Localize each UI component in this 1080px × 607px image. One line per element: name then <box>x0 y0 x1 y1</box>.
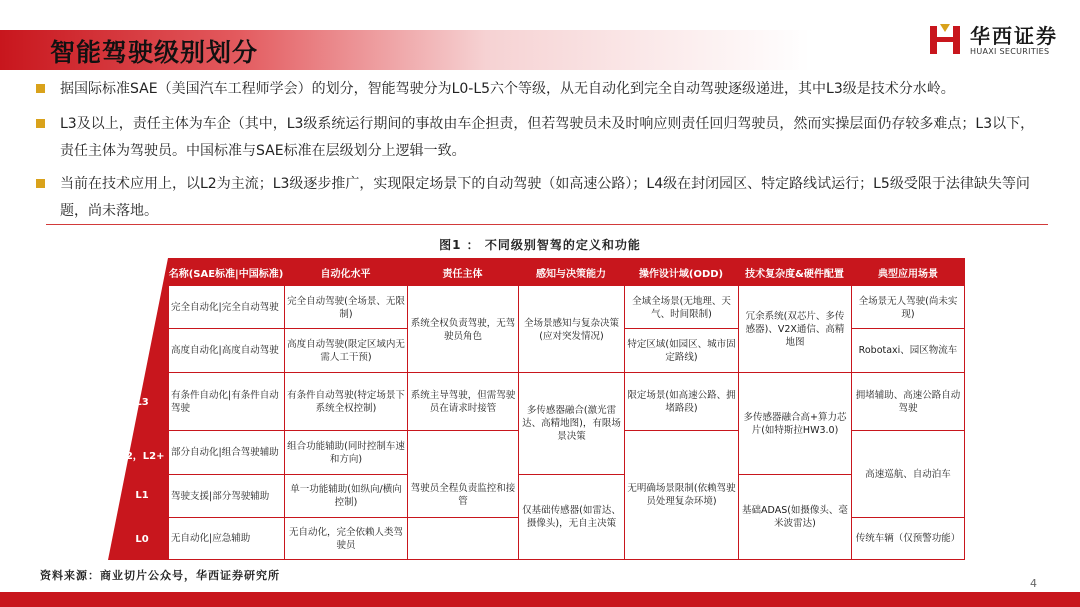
bullet-marker-icon <box>36 84 45 93</box>
figure-caption: 图1 ： 不同级别智驾的定义和功能 <box>439 238 641 252</box>
table-header: 典型应用场景 <box>851 258 965 286</box>
table-header: 责任主体 <box>407 258 518 286</box>
table-cell: 完全自动化|完全自动驾驶 <box>171 302 279 313</box>
table-cell: 完全自动驾驶(全场景、无限制) <box>287 295 405 320</box>
table-cell: 多传感器融合高+算力芯片(如特斯拉HW3.0) <box>743 411 847 436</box>
level-label: L0 <box>135 534 149 545</box>
section-divider <box>46 224 1048 225</box>
logo-english-name: HUAXI SECURITIES <box>970 47 1050 56</box>
table-cell: 有条件自动化|有条件自动驾驶 <box>171 389 279 414</box>
table-header: 名称(SAE标准|中国标准) <box>168 258 284 286</box>
table-cell: 无自动化，完全依赖人类驾驶员 <box>288 526 403 551</box>
company-logo <box>928 20 1068 60</box>
table-cell: 无自动化|应急辅助 <box>171 533 251 544</box>
bullet-marker-icon <box>36 179 45 188</box>
bullet-text: L3及以上，责任主体为车企（其中，L3级系统运行期间的事故由车企担责，但若驾驶员未及时响应则责任回归驾驶员，然而实操层面仍存较多难点；L3以下，责任主体为驾驶员。中国标准与SAE标准在层级划分上逻辑一致。 <box>60 116 1035 159</box>
bullet-item <box>36 111 1048 165</box>
page-number: 4 <box>1030 577 1037 590</box>
table-cell: 高度自动驾驶(限定区域内无需人工干预) <box>287 338 405 363</box>
table-cell: 单一功能辅助(如纵向/横向控制) <box>290 484 402 508</box>
level-label: L4 <box>135 346 149 357</box>
table-cell: 全域全场景(无地理、天气、时间限制) <box>632 295 731 320</box>
table-cell: 全场景感知与复杂决策(应对突发情况) <box>523 317 619 342</box>
bullet-item <box>36 171 1048 225</box>
bullet-text: 当前在技术应用上，以L2为主流；L3级逐步推广，实现限定场景下的自动驾驶（如高速公路）；L4级在封闭园区、特定路线试运行；L5级受限于法律缺失等问题，尚未落地。 <box>60 176 1030 219</box>
table-cell: 冗余系统(双芯片、多传感器)、V2X通信、高精地图 <box>745 311 845 348</box>
table-cell: 传统车辆（仅预警功能） <box>855 533 961 544</box>
table-cell: 仅基础传感器(如雷达、摄像头)，无自主决策 <box>522 505 621 529</box>
table-cell: 系统全权负责驾驶，无驾驶员角色 <box>410 317 516 342</box>
table-cell: 基础ADAS(如摄像头、毫米波雷达) <box>742 505 848 529</box>
table-header: 操作设计域(ODD) <box>624 258 738 286</box>
table-cell: 部分自动化|组合驾驶辅助 <box>171 447 279 458</box>
table-cell: 高速巡航、自动泊车 <box>865 468 951 480</box>
table-cell: 有条件自动驾驶(特定场景下系统全权控制) <box>287 389 405 414</box>
table-cell: 驾驶支援|部分驾驶辅助 <box>171 490 270 502</box>
table-header: 自动化水平 <box>284 258 407 286</box>
level-label: L3 <box>135 397 149 408</box>
level-label: L2，L2+ <box>119 451 165 462</box>
table-header: 感知与决策能力 <box>518 258 624 286</box>
table-cell: 系统主导驾驶，但需驾驶员在请求时接管 <box>410 389 516 414</box>
table-cell: 高度自动化|高度自动驾驶 <box>171 345 279 356</box>
table-header: 技术复杂度&硬件配置 <box>738 258 851 286</box>
level-label: L1 <box>135 490 149 501</box>
table-cell: Robotaxi、园区物流车 <box>858 345 958 356</box>
bullet-marker-icon <box>36 119 45 128</box>
source-note: 资料来源：商业切片公众号，华西证券研究所 <box>40 569 280 582</box>
table-cell: 全场景无人驾驶(尚未实现) <box>858 295 958 320</box>
table-cell: 限定场景(如高速公路、拥堵路段) <box>627 389 736 414</box>
table-cell: 驾驶员全程负责监控和接管 <box>410 483 516 507</box>
table-cell: 无明确场景限制(依赖驾驶员处理复杂环境) <box>627 483 736 507</box>
levels-table <box>168 258 965 560</box>
table-cell: 多传感器融合(激光雷达、高精地图)，有限场景决策 <box>522 405 621 442</box>
grid-line <box>168 559 965 560</box>
table-cell: 组合功能辅助(同时控制车速和方向) <box>287 440 405 465</box>
footer-bar <box>0 592 1080 607</box>
table-cell: 特定区域(如园区、城市固定路线) <box>627 338 736 363</box>
page-title: 智能驾驶级别划分 <box>50 38 259 67</box>
level-label: L5 <box>135 303 149 314</box>
huaxi-logo-icon <box>928 22 962 56</box>
table-cell: 拥堵辅助、高速公路自动驾驶 <box>855 389 961 414</box>
bullet-item <box>36 76 1048 103</box>
bullet-text: 据国际标准SAE（美国汽车工程师学会）的划分，智能驾驶分为L0-L5六个等级，从无自动化到完全自动驾驶逐级递进，其中L3级是技术分水岭。 <box>60 81 955 97</box>
logo-chinese-name: 华西证券 <box>970 24 1058 48</box>
